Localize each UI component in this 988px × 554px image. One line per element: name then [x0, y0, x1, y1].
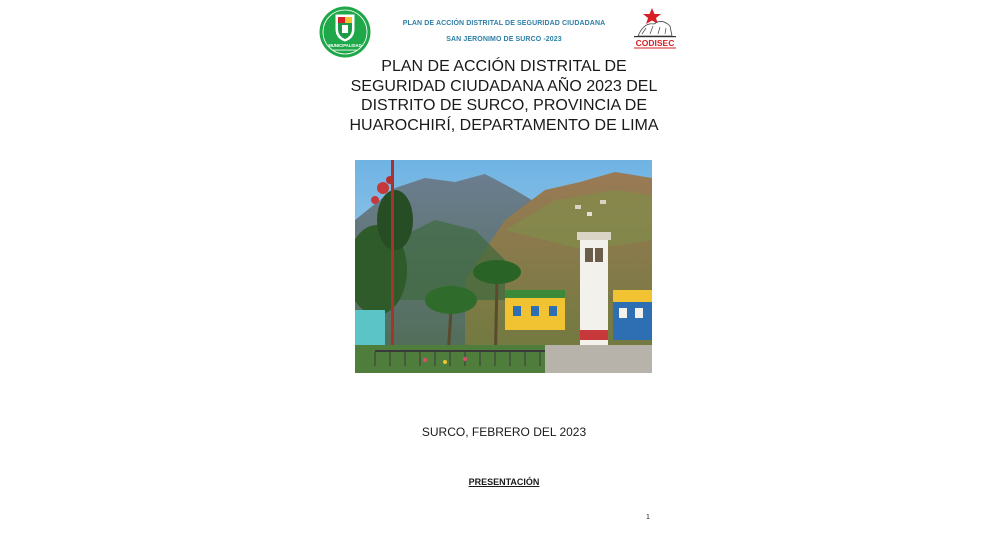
title-line-4: HUAROCHIRÍ, DEPARTAMENTO DE LIMA [349, 116, 659, 134]
header-title: PLAN DE ACCIÓN DISTRITAL DE SEGURIDAD CIUDADANA [402, 20, 606, 27]
town-square-photo [355, 160, 652, 373]
header-subtitle: SAN JERONIMO DE SURCO -2023 [446, 36, 562, 43]
codisec-logo-icon [630, 6, 680, 50]
section-heading-presentacion: PRESENTACIÓN [468, 477, 540, 487]
left-logo-text: MUNICIPALIDAD [328, 43, 362, 48]
municipality-seal-icon [319, 6, 371, 58]
date-line: SURCO, FEBRERO DEL 2023 [421, 425, 587, 439]
title-line-1: PLAN DE ACCIÓN DISTRITAL DE [381, 58, 627, 75]
document-title [330, 57, 678, 135]
page-number: 1 [646, 514, 650, 521]
title-line-2: SEGURIDAD CIUDADANA AÑO 2023 DEL [350, 77, 658, 95]
right-logo-text: CODISEC [635, 38, 675, 48]
title-line-3: DISTRITO DE SURCO, PROVINCIA DE [361, 97, 647, 114]
